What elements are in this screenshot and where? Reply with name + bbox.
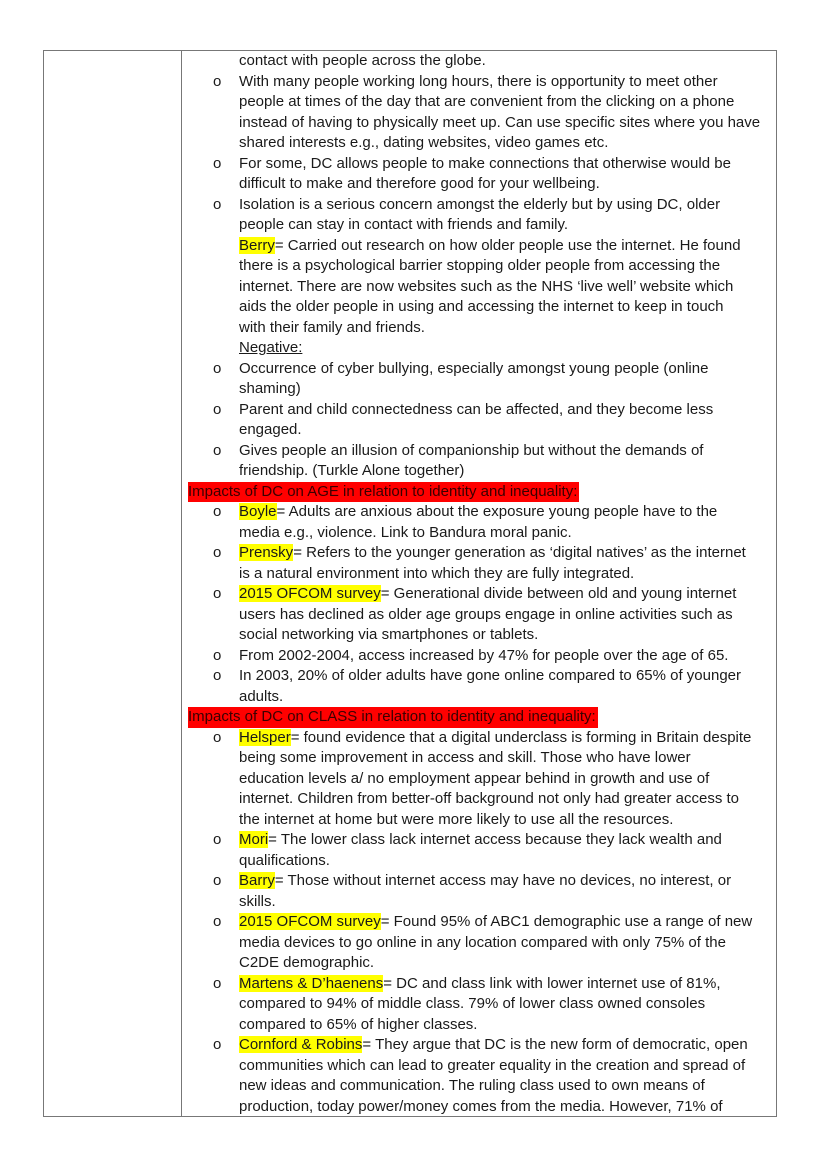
text-line bbox=[0, 359, 828, 380]
text-line bbox=[0, 338, 828, 359]
line-body: shaming) bbox=[239, 380, 301, 397]
line-text bbox=[239, 1015, 477, 1036]
text-line bbox=[0, 994, 828, 1015]
paragraph bbox=[0, 236, 828, 339]
highlighted-source: Mori bbox=[239, 831, 269, 848]
bullet-icon: o bbox=[213, 503, 222, 520]
bullet-item bbox=[0, 646, 828, 667]
bullet-icon: o bbox=[213, 195, 222, 213]
text-line bbox=[0, 1076, 828, 1097]
text-line bbox=[0, 215, 828, 236]
line-text bbox=[239, 789, 739, 810]
bullet-item bbox=[0, 871, 828, 912]
line-body: internet. Children from better-off background not only had greater access to bbox=[239, 790, 740, 807]
line-text bbox=[239, 974, 721, 995]
line-text bbox=[239, 1076, 705, 1097]
text-line bbox=[0, 810, 828, 831]
bullet-item bbox=[0, 728, 828, 831]
bullet-icon: o bbox=[213, 831, 222, 848]
line-body: people can stay in contact with friends and family. bbox=[239, 216, 569, 233]
line-text bbox=[239, 277, 733, 298]
text-line bbox=[0, 379, 828, 400]
text-line bbox=[0, 277, 828, 298]
line-body: For some, DC allows people to make connections that otherwise would be bbox=[239, 154, 731, 172]
line-text bbox=[239, 174, 600, 195]
line-text bbox=[239, 810, 673, 831]
bullet-item bbox=[0, 502, 828, 543]
bullet-icon: o bbox=[213, 441, 222, 459]
line-body: compared to 65% of higher classes. bbox=[239, 1015, 478, 1033]
line-body: social networking via smartphones or tablets. bbox=[239, 626, 539, 643]
bullet-icon: o bbox=[213, 400, 222, 418]
line-body: users has declined as older age groups engage in online activities such as bbox=[239, 605, 733, 623]
text-line bbox=[0, 564, 828, 585]
text-line bbox=[0, 892, 828, 913]
text-line bbox=[0, 728, 828, 749]
text-line bbox=[0, 707, 828, 728]
text-line bbox=[0, 953, 828, 974]
highlighted-source: Berry bbox=[239, 236, 275, 254]
line-body: Negative: bbox=[239, 339, 303, 356]
text-line bbox=[0, 687, 828, 708]
text-line bbox=[0, 584, 828, 605]
line-text bbox=[239, 892, 276, 913]
line-body: new ideas and communication. The ruling class used to own means of bbox=[239, 1077, 705, 1094]
text-line bbox=[0, 933, 828, 954]
text-line bbox=[0, 236, 828, 257]
text-line bbox=[0, 318, 828, 339]
line-text bbox=[239, 830, 722, 851]
text-line bbox=[0, 974, 828, 995]
text-line bbox=[0, 646, 828, 667]
line-body: being some improvement in access and skill. Those who have lower bbox=[239, 749, 691, 766]
bullet-item bbox=[0, 1035, 828, 1117]
line-body: = DC and class link with lower internet use of 81%, bbox=[383, 974, 721, 992]
line-text bbox=[239, 933, 726, 954]
line-body: contact with people across the globe. bbox=[239, 52, 486, 69]
text-line bbox=[0, 523, 828, 544]
line-text bbox=[239, 564, 634, 585]
line-text bbox=[239, 748, 691, 769]
line-text bbox=[239, 502, 717, 523]
text-line bbox=[0, 154, 828, 175]
line-body: compared to 94% of middle class. 79% of lower class owned consoles bbox=[239, 995, 706, 1012]
line-text bbox=[239, 92, 734, 113]
text-line bbox=[0, 1056, 828, 1077]
line-text bbox=[239, 687, 283, 708]
bullet-item bbox=[0, 912, 828, 974]
line-text bbox=[239, 461, 464, 482]
bullet-item bbox=[0, 400, 828, 441]
bullet-item bbox=[0, 195, 828, 236]
line-text bbox=[239, 338, 302, 359]
text-line bbox=[0, 256, 828, 277]
line-body: = The lower class lack internet access because they lack wealth and bbox=[268, 831, 722, 848]
text-line bbox=[0, 174, 828, 195]
bullet-item bbox=[0, 359, 828, 400]
line-text bbox=[239, 379, 301, 400]
line-body: = Found 95% of ABC1 demographic use a range of new bbox=[380, 913, 753, 930]
line-body: difficult to make and therefore good for your wellbeing. bbox=[239, 175, 600, 192]
text-line bbox=[0, 871, 828, 892]
bullet-icon: o bbox=[213, 154, 222, 172]
text-line bbox=[0, 1035, 828, 1056]
line-body: instead of having to physically meet up. Can use specific sites where you have bbox=[239, 113, 761, 131]
line-body: people at times of the day that are convenient from the clicking on a phone bbox=[239, 93, 735, 110]
text-line bbox=[0, 830, 828, 851]
line-text bbox=[239, 871, 731, 892]
text-line bbox=[0, 748, 828, 769]
line-body: communities which can lead to greater equality in the creation and spread of bbox=[239, 1056, 746, 1074]
line-body: shared interests e.g., dating websites, video games etc. bbox=[239, 134, 609, 151]
bullet-item bbox=[0, 543, 828, 584]
text-line bbox=[0, 297, 828, 318]
text-line bbox=[0, 605, 828, 626]
bullet-icon: o bbox=[213, 913, 222, 930]
highlighted-source: Cornford & Robins bbox=[239, 1036, 363, 1053]
line-body: production, today power/money comes from the media. However, 71% of bbox=[239, 1097, 723, 1115]
line-text bbox=[239, 769, 709, 790]
line-text bbox=[239, 359, 708, 380]
line-body: is a natural environment into which they are fully integrated. bbox=[239, 564, 635, 582]
bullet-icon: o bbox=[213, 1036, 222, 1053]
line-body: there is a psychological barrier stopping older people from accessing the bbox=[239, 257, 721, 274]
line-text bbox=[239, 400, 713, 421]
bullet-icon: o bbox=[213, 872, 222, 889]
text-line bbox=[0, 482, 828, 503]
line-text bbox=[239, 1056, 745, 1077]
line-body: = Adults are anxious about the exposure young people have to the bbox=[276, 503, 718, 520]
highlighted-source: Boyle bbox=[239, 503, 277, 520]
line-text bbox=[239, 113, 760, 134]
bullet-icon: o bbox=[213, 728, 222, 746]
paragraph bbox=[0, 338, 828, 359]
bullet-item bbox=[0, 830, 828, 871]
text-line bbox=[0, 195, 828, 216]
bullet-icon: o bbox=[213, 667, 222, 684]
text-line bbox=[0, 113, 828, 134]
line-body: education levels a/ no employment appear behind in growth and use of bbox=[239, 769, 710, 787]
line-body: Isolation is a serious concern amongst the elderly but by using DC, older bbox=[239, 195, 721, 213]
line-text bbox=[239, 51, 486, 72]
line-text bbox=[239, 646, 728, 667]
line-text bbox=[239, 543, 746, 564]
line-body: = Those without internet access may have no devices, no interest, or bbox=[274, 872, 732, 889]
line-body: = They argue that DC is the new form of democratic, open bbox=[362, 1036, 748, 1053]
bullet-item bbox=[0, 666, 828, 707]
section-heading bbox=[0, 482, 828, 503]
text-line bbox=[0, 72, 828, 93]
text-line bbox=[0, 851, 828, 872]
bullet-item bbox=[0, 584, 828, 646]
line-text bbox=[239, 154, 731, 175]
line-body: = found evidence that a digital underclass is forming in Britain despite bbox=[290, 728, 752, 746]
highlighted-source: Barry bbox=[239, 872, 275, 889]
line-text bbox=[239, 666, 741, 687]
line-text bbox=[239, 851, 330, 872]
bullet-icon: o bbox=[213, 359, 222, 377]
line-body: skills. bbox=[239, 892, 276, 910]
highlighted-source: Helsper bbox=[239, 728, 291, 746]
text-line bbox=[0, 92, 828, 113]
bullet-icon: o bbox=[213, 974, 222, 992]
text-line bbox=[0, 400, 828, 421]
line-text bbox=[239, 318, 425, 339]
bullet-icon: o bbox=[213, 544, 222, 561]
line-text bbox=[239, 584, 736, 605]
line-body: the internet at home but were more likely to use all the resources. bbox=[239, 810, 674, 828]
highlighted-source: 2015 OFCOM survey bbox=[239, 585, 381, 602]
line-text bbox=[239, 523, 572, 544]
text-line bbox=[0, 666, 828, 687]
line-body: With many people working long hours, there is opportunity to meet other bbox=[239, 72, 718, 90]
line-body: media devices to go online in any location compared with only 75% of the bbox=[239, 933, 726, 951]
line-body: Parent and child connectedness can be affected, and they become less bbox=[239, 400, 714, 418]
bullet-item bbox=[0, 154, 828, 195]
line-text bbox=[239, 625, 538, 646]
text-line bbox=[0, 133, 828, 154]
line-body: From 2002-2004, access increased by 47% for people over the age of 65. bbox=[239, 646, 729, 664]
text-line bbox=[0, 461, 828, 482]
text-line bbox=[0, 789, 828, 810]
highlighted-source: Prensky bbox=[239, 544, 294, 561]
heading-text: Impacts of DC on AGE in relation to identity and inequality: bbox=[188, 482, 579, 503]
text-line bbox=[0, 1015, 828, 1036]
bullet-item bbox=[0, 72, 828, 154]
line-text bbox=[239, 420, 302, 441]
text-line bbox=[0, 420, 828, 441]
text-line bbox=[0, 502, 828, 523]
section-heading bbox=[0, 707, 828, 728]
line-body: aids the older people in using and accessing the internet to keep in touch bbox=[239, 298, 724, 315]
line-text bbox=[239, 441, 703, 462]
line-body: friendship. (Turkle Alone together) bbox=[239, 462, 465, 479]
line-body: qualifications. bbox=[239, 851, 330, 869]
line-text bbox=[239, 215, 568, 236]
bullet-icon: o bbox=[213, 585, 222, 602]
text-line bbox=[0, 625, 828, 646]
line-text bbox=[239, 912, 752, 933]
paragraph bbox=[0, 51, 828, 72]
line-body: with their family and friends. bbox=[239, 318, 425, 336]
text-line bbox=[0, 912, 828, 933]
text-line bbox=[0, 441, 828, 462]
heading-text: Impacts of DC on CLASS in relation to identity and inequality: bbox=[188, 707, 598, 728]
line-text bbox=[239, 195, 720, 216]
text-line bbox=[0, 1097, 828, 1118]
line-body: = Refers to the younger generation as ‘digital natives’ as the internet bbox=[293, 544, 746, 561]
line-text bbox=[239, 236, 741, 257]
highlighted-source: 2015 OFCOM survey bbox=[239, 913, 381, 930]
line-body: Gives people an illusion of companionship but without the demands of bbox=[239, 441, 704, 459]
line-body: Occurrence of cyber bullying, especially amongst young people (online bbox=[239, 359, 709, 377]
line-body: = Carried out research on how older people use the internet. He found bbox=[274, 236, 741, 254]
line-body: = Generational divide between old and young internet bbox=[380, 585, 737, 602]
line-body: In 2003, 20% of older adults have gone online compared to 65% of younger bbox=[239, 667, 742, 684]
line-body: adults. bbox=[239, 687, 284, 705]
line-text bbox=[239, 1097, 723, 1118]
line-text bbox=[239, 256, 720, 277]
line-text bbox=[239, 297, 724, 318]
line-text bbox=[239, 728, 751, 749]
line-body: internet. There are now websites such as the NHS ‘live well’ website which bbox=[239, 277, 734, 295]
bullet-item bbox=[0, 441, 828, 482]
bullet-icon: o bbox=[213, 72, 222, 90]
line-text bbox=[239, 953, 374, 974]
text-line bbox=[0, 543, 828, 564]
line-text bbox=[239, 994, 705, 1015]
text-line bbox=[0, 769, 828, 790]
line-body: C2DE demographic. bbox=[239, 954, 375, 971]
line-body: media e.g., violence. Link to Bandura moral panic. bbox=[239, 523, 572, 541]
highlighted-source: Martens & D’haenens bbox=[239, 974, 384, 992]
line-text bbox=[239, 1035, 748, 1056]
bullet-item bbox=[0, 974, 828, 1036]
line-text bbox=[239, 72, 718, 93]
line-text bbox=[239, 133, 608, 154]
line-text bbox=[239, 605, 733, 626]
notes-content bbox=[0, 51, 828, 1117]
bullet-icon: o bbox=[213, 646, 222, 664]
line-body: engaged. bbox=[239, 421, 302, 438]
text-line bbox=[0, 51, 828, 72]
